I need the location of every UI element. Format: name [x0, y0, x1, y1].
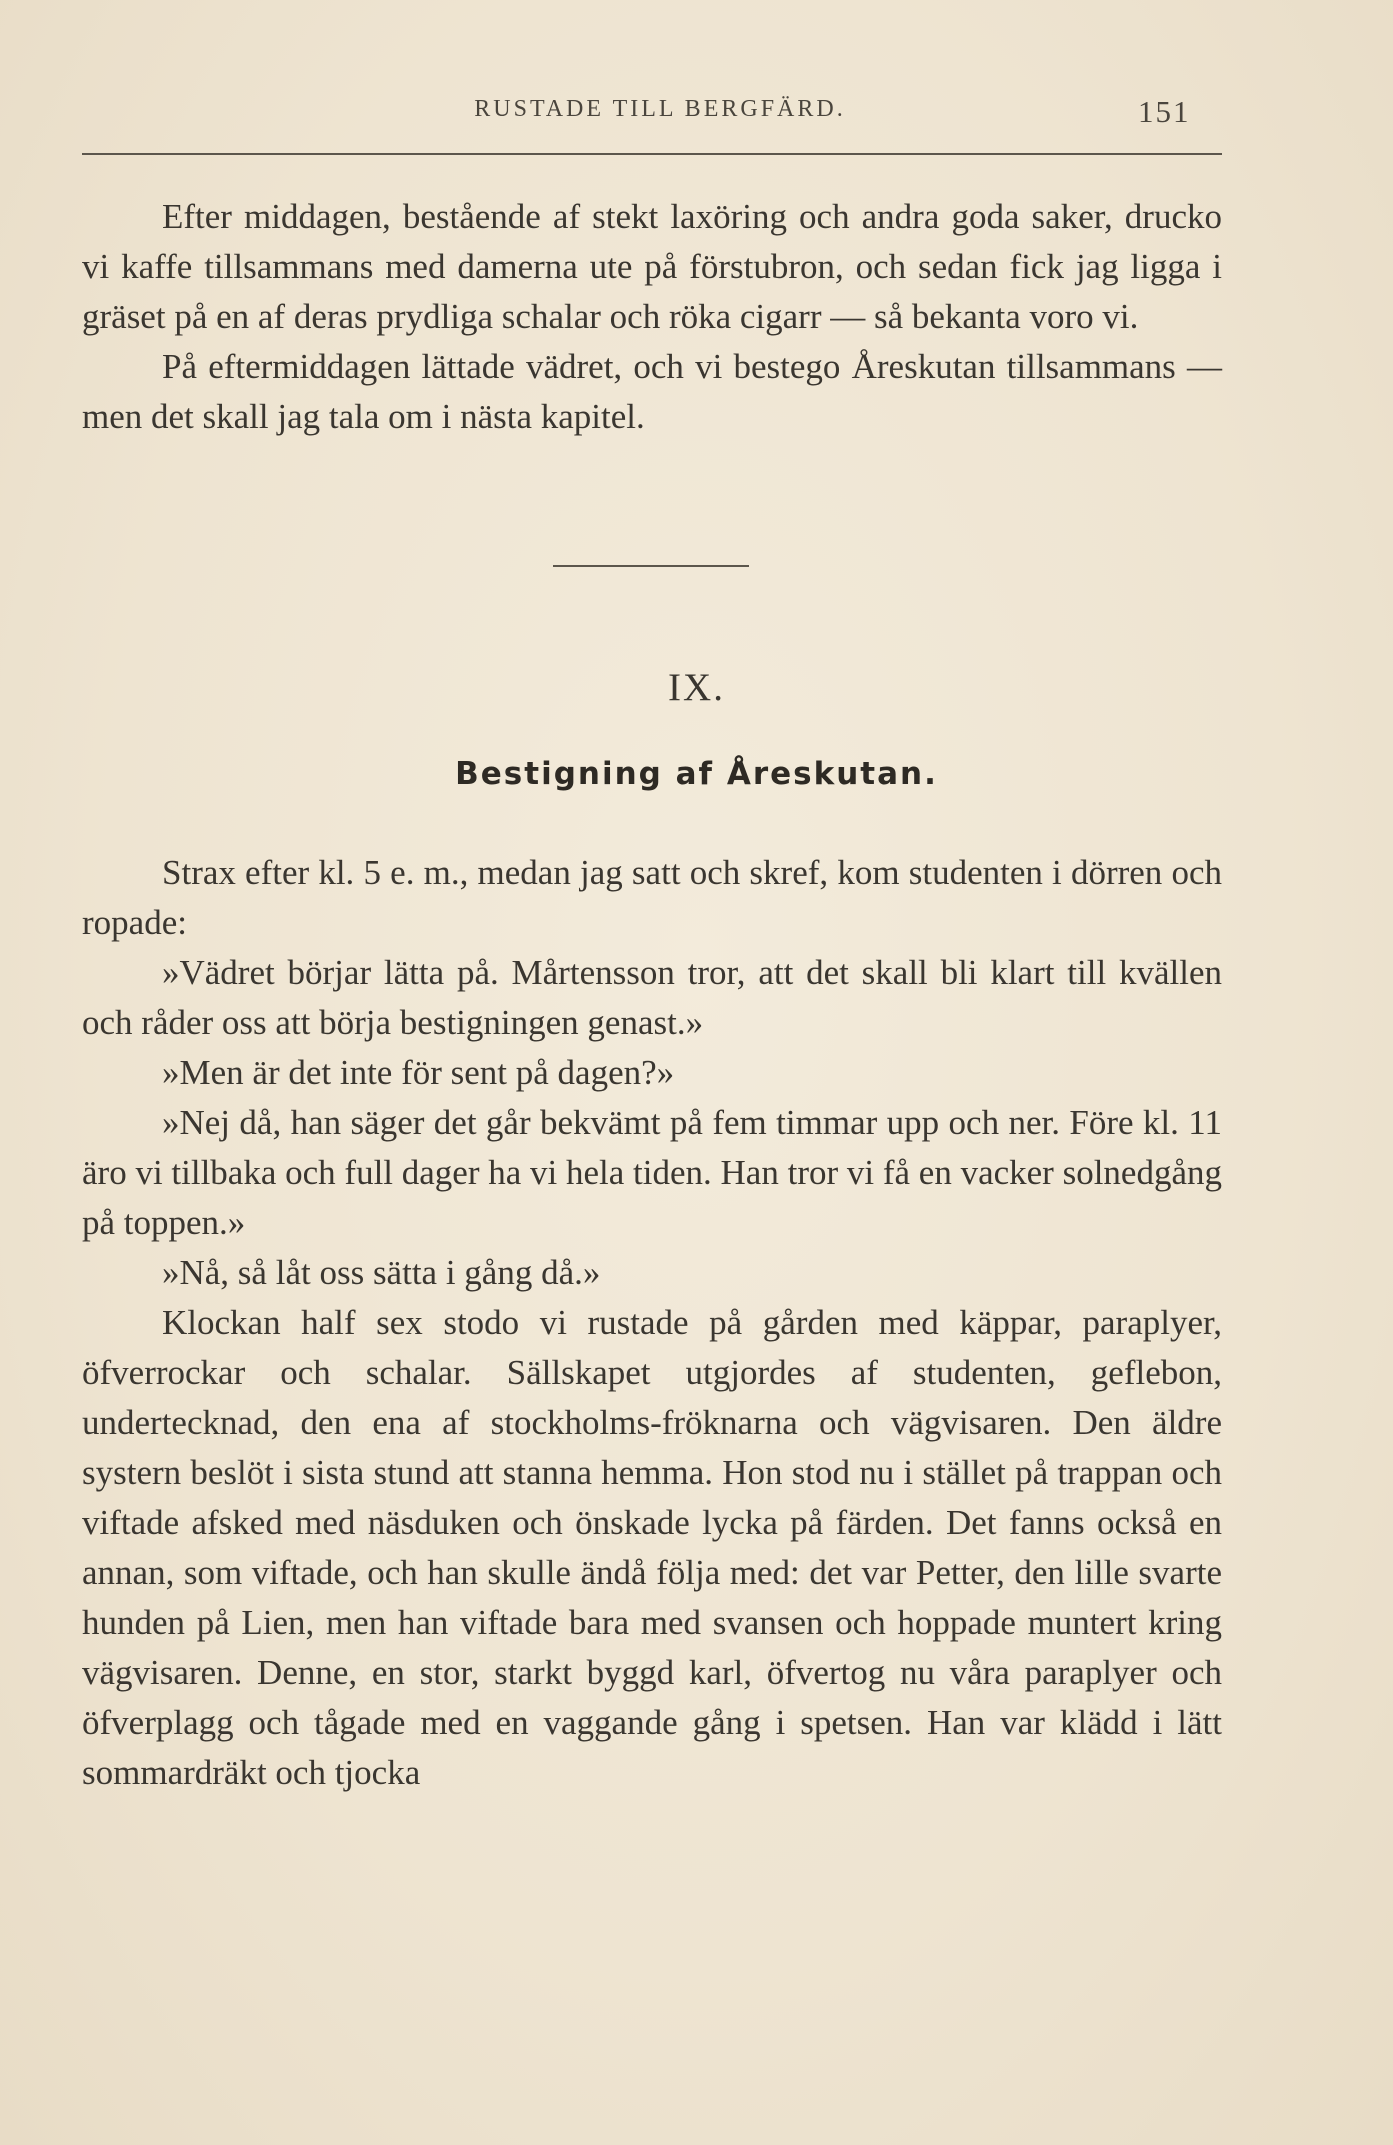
page-number: 151: [1138, 94, 1191, 129]
running-head: [0, 96, 1393, 136]
paragraph: Efter middagen, bestående af stekt laxöring och andra goda saker, drucko vi kaffe tillsammans med damerna ute på förstubron, och sedan fick jag ligga i gräset på en af deras prydliga schalar och röka cigarr — så bekanta voro vi.: [82, 197, 1222, 336]
paragraph: »Vädret börjar lätta på. Mårtensson tror, att det skall bli klart till kvällen och råder oss att börja bestigningen genast.»: [82, 953, 1222, 1042]
paragraph: »Men är det inte för sent på dagen?»: [162, 1053, 675, 1092]
paragraph: Strax efter kl. 5 e. m., medan jag satt och skref, kom studenten i dörren och ropade:: [82, 853, 1222, 942]
chapter-text: [82, 848, 1222, 1798]
intro-text: [82, 192, 1222, 442]
chapter-number: IX.: [668, 666, 725, 709]
section-divider: [553, 565, 749, 567]
paragraph: »Nå, så låt oss sätta i gång då.»: [162, 1253, 601, 1292]
header-rule: [82, 153, 1222, 155]
chapter-title: Bestigning af Åreskutan.: [455, 756, 938, 792]
paragraph: Klockan half sex stodo vi rustade på gården med käppar, paraplyer, öfverrockar och schalar. Sällskapet utgjordes af studenten, geflebon, undertecknad, den ena af stockholms-fröknarna och vägvisaren. Den äldre systern beslöt i sista stund att stanna hemma. Hon stod nu i stället på trappan och viftade afsked med näsduken och önskade lycka på färden. Det fanns också en annan, som viftade, och han skulle ändå följa med: det var Petter, den lille svarte hunden på Lien, men han viftade bara med svansen och hoppade muntert kring vägvisaren. Denne, en stor, starkt byggd karl, öfvertog nu våra paraplyer och öfverplagg och tågade med en vaggande gång i spetsen. Han var klädd i lätt sommardräkt och tjocka: [82, 1303, 1222, 1792]
paragraph: På eftermiddagen lättade vädret, och vi bestego Åreskutan tillsammans — men det skall jag tala om i nästa kapitel.: [82, 347, 1222, 436]
paragraph: »Nej då, han säger det går bekvämt på fem timmar upp och ner. Före kl. 11 äro vi tillbaka och full dager ha vi hela tiden. Han tror vi få en vacker solnedgång på toppen.»: [82, 1103, 1222, 1242]
running-title: RUSTADE TILL BERGFÄRD.: [474, 96, 846, 122]
